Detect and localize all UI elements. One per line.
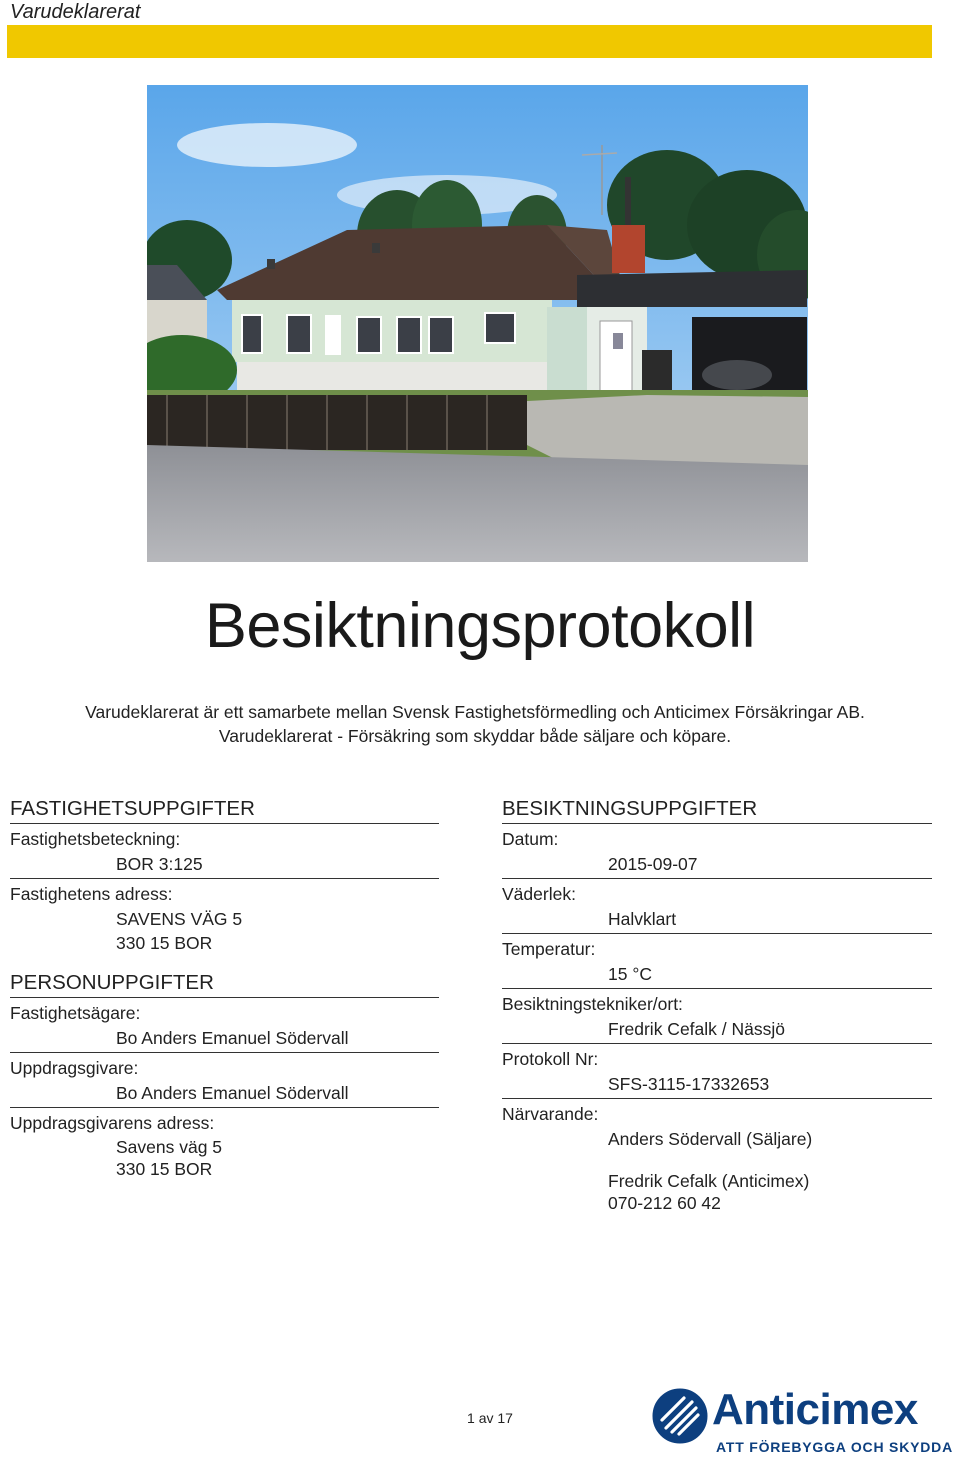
left-column — [10, 795, 439, 1180]
header-bar — [7, 25, 932, 58]
address-field — [10, 879, 439, 955]
document-title: Besiktningsprotokoll — [204, 591, 756, 661]
client-address-line-2: 330 15 BOR — [116, 1159, 213, 1179]
inspection-section-title: BESIKTNINGSUPPGIFTER — [502, 795, 932, 824]
date-value: 2015-09-07 — [608, 854, 698, 874]
property-section-title: FASTIGHETSUPPGIFTER — [10, 795, 439, 824]
address-line-1: SAVENS VÄG 5 — [116, 909, 243, 929]
present-value-1: Anders Södervall (Säljare) — [608, 1129, 813, 1149]
client-field — [10, 1053, 439, 1108]
client-label: Uppdragsgivare: — [10, 1058, 139, 1078]
designation-value: BOR 3:125 — [116, 854, 203, 874]
technician-label: Besiktningstekniker/ort: — [502, 994, 683, 1014]
logo-wordmark: Anticimex — [712, 1385, 918, 1434]
page-number: 1 av 17 — [467, 1410, 513, 1426]
anticimex-swirl-icon — [652, 1388, 708, 1444]
designation-label: Fastighetsbeteckning: — [10, 829, 181, 849]
logo-slogan: ATT FÖREBYGGA OCH SKYDDA — [716, 1439, 953, 1455]
date-field — [502, 824, 932, 879]
weather-value: Halvklart — [608, 909, 677, 929]
owner-label: Fastighetsägare: — [10, 1003, 141, 1023]
technician-value: Fredrik Cefalk / Nässjö — [608, 1019, 785, 1039]
present-value-2: Fredrik Cefalk (Anticimex) — [608, 1171, 810, 1191]
date-label: Datum: — [502, 829, 559, 849]
person-section-title: PERSONUPPGIFTER — [10, 969, 439, 998]
technician-field — [502, 989, 932, 1044]
client-address-field — [10, 1108, 439, 1180]
protocol-label: Protokoll Nr: — [502, 1049, 599, 1069]
present-label: Närvarande: — [502, 1104, 599, 1124]
intro-line-2: Varudeklarerat - Försäkring som skyddar både säljare och köpare. — [218, 726, 732, 746]
weather-field — [502, 879, 932, 934]
weather-label: Väderlek: — [502, 884, 576, 904]
client-address-line-1: Savens väg 5 — [116, 1137, 223, 1157]
header-title: Varudeklarerat — [10, 1, 141, 23]
temperature-label: Temperatur: — [502, 939, 596, 959]
protocol-field — [502, 1044, 932, 1099]
present-field — [502, 1099, 932, 1214]
designation-field — [10, 824, 439, 879]
address-label: Fastighetens adress: — [10, 884, 173, 904]
present-phone: 070-212 60 42 — [608, 1193, 721, 1213]
address-line-2: 330 15 BOR — [116, 933, 213, 953]
intro-line-1: Varudeklarerat är ett samarbete mellan Svensk Fastighetsförmedling och Anticimex Försäkringar AB. — [85, 702, 865, 722]
protocol-value: SFS-3115-17332653 — [608, 1074, 770, 1094]
owner-value: Bo Anders Emanuel Södervall — [116, 1028, 349, 1048]
house-photo — [147, 85, 808, 562]
temperature-value: 15 °C — [608, 964, 652, 984]
right-column — [502, 795, 932, 1214]
temperature-field — [502, 934, 932, 989]
client-address-label: Uppdragsgivarens adress: — [10, 1113, 215, 1133]
owner-field — [10, 998, 439, 1053]
client-value: Bo Anders Emanuel Södervall — [116, 1083, 349, 1103]
